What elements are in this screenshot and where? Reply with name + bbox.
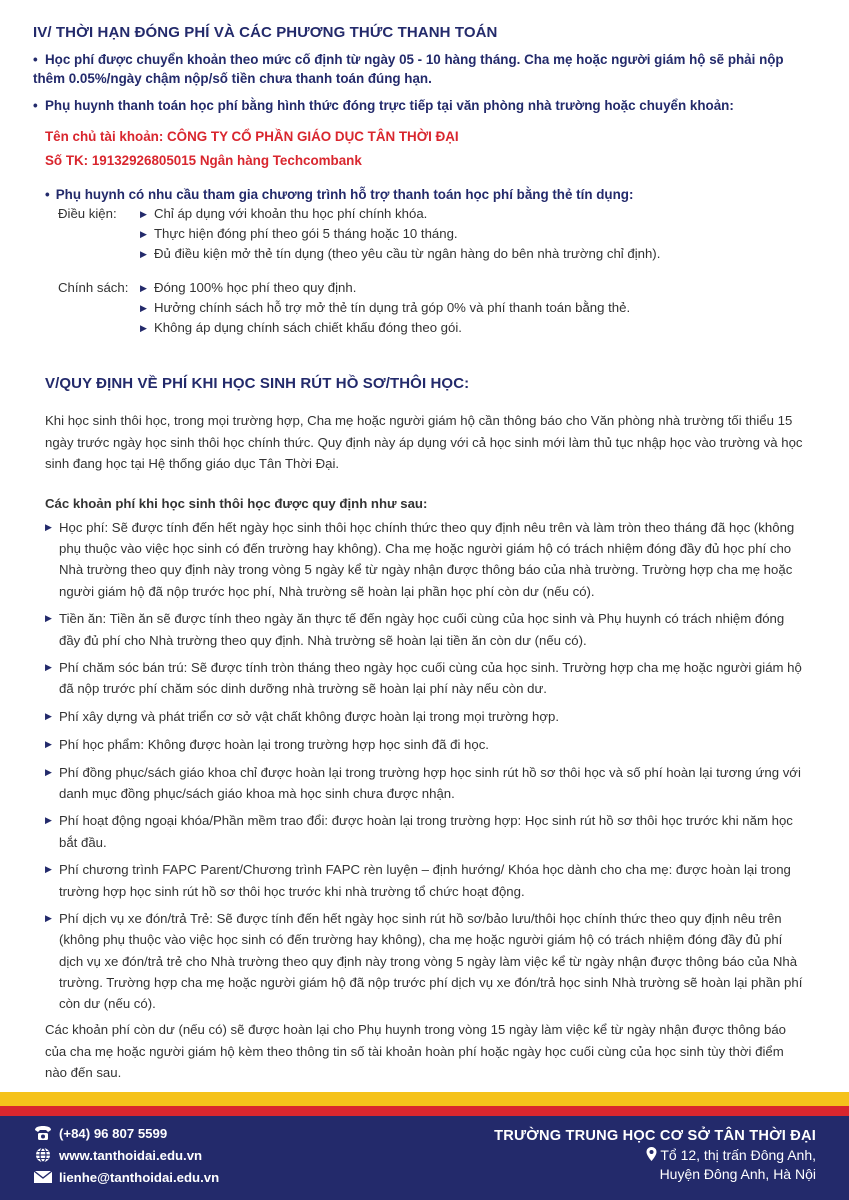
condition-text: Đủ điều kiện mở thẻ tín dụng (theo yêu cầu từ ngân hàng do bên nhà trường chỉ định). [154, 246, 661, 261]
email-text: lienhe@tanthoidai.edu.vn [59, 1169, 220, 1185]
fee-text: Phí xây dựng và phát triển cơ sở vật chất không được hoàn lại trong mọi trường hợp. [59, 709, 560, 725]
fee-item [45, 762, 805, 804]
fee-item [45, 859, 805, 901]
fee-item [45, 657, 805, 699]
bullet-text: Học phí được chuyển khoản theo mức cố định từ ngày 05 - 10 hàng tháng. Cha mẹ hoặc người giám hộ sẽ phải nộp thêm 0.05%/ngày chậm nộp/số tiền chưa thanh toán đúng hạn. [33, 52, 784, 86]
arrow-bullet-icon: ▶ [140, 303, 147, 313]
withdrawal-intro: Khi học sinh thôi học, trong mọi trường hợp, Cha mẹ hoặc người giám hộ cần thông báo cho Văn phòng nhà trường tối thiểu 15 ngày trước ngày học sinh thôi học chính thức. Quy định này áp dụng với cả học sinh mới làm thủ tục nhập học vào trường và học sinh đang học tại Hệ thống giáo dục Tân Thời Đại. [45, 413, 803, 471]
arrow-bullet-icon: ▶ [45, 864, 52, 875]
policy-item [140, 278, 630, 298]
arrow-bullet-icon: ▶ [45, 522, 52, 532]
fee-text: Tiền ăn: Tiền ăn sẽ được tính theo ngày ăn thực tế đến ngày học cuối cùng của học sinh và Phụ huynh có trách nhiệm đóng đầy đủ phí cho Nhà trường theo quy định. Nhà trường sẽ hoàn lại tiền ăn còn dư (nếu có). [59, 611, 785, 648]
bullet-dot: • [33, 52, 38, 67]
fee-item [45, 706, 805, 727]
fees-list [45, 517, 805, 1021]
arrow-bullet-icon: ▶ [45, 662, 52, 673]
bullet-payment-methods [33, 96, 813, 115]
account-name: Tên chủ tài khoản: CÔNG TY CỔ PHẦN GIÁO DỤC TÂN THỜI ĐẠI [45, 129, 459, 144]
fee-text: Phí dịch vụ xe đón/trả Trẻ: Sẽ được tính đến hết ngày học sinh rút hồ sơ/bảo lưu/thôi học chính thức theo quy định nêu trên (không phụ thuộc vào việc học sinh có đến trường hay không), cha mẹ hoặc người giám hộ có trách nhiệm đóng đầy đủ phí dịch vụ xe đón/trả trẻ cho Nhà trường theo quy định này trong vòng 5 ngày làm việc kể từ ngày nhận được thông báo của Nhà trường. Trường hợp cha mẹ hoặc người giám hộ đã nộp trước phí dịch vụ xe đón/trả học sinh Nhà trường sẽ hoàn lại phần phí còn dư (nếu có). [59, 911, 803, 1012]
arrow-bullet-icon: ▶ [140, 209, 147, 219]
credit-card-program-title [45, 187, 633, 202]
fee-item [45, 908, 805, 1014]
fee-text: Phí học phẩm: Không được hoàn lại trong trường hợp học sinh đã đi học. [59, 736, 489, 752]
address-line-1-text: Tổ 12, thị trấn Đông Anh, [660, 1147, 816, 1163]
arrow-bullet-icon: ▶ [45, 766, 52, 777]
arrow-bullet-icon: ▶ [45, 913, 52, 924]
policy-text: Không áp dụng chính sách chiết khấu đóng theo gói. [154, 320, 462, 335]
school-info [494, 1128, 816, 1184]
conditions-label: Điều kiện: [58, 206, 117, 221]
condition-text: Chỉ áp dụng với khoản thu học phí chính khóa. [154, 206, 428, 221]
phone-icon [33, 1125, 53, 1141]
footer [0, 1116, 849, 1200]
arrow-bullet-icon: ▶ [45, 815, 52, 826]
arrow-bullet-icon: ▶ [45, 738, 52, 749]
globe-icon [33, 1147, 53, 1163]
account-number: Số TK: 19132926805015 Ngân hàng Techcombank [45, 153, 362, 168]
fee-text: Phí hoạt động ngoại khóa/Phần mềm trao đổi: được hoàn lại trong trường hợp: Học sinh rút hồ sơ thôi học trước khi năm học bắt đầu. [59, 813, 793, 850]
condition-item [140, 204, 660, 224]
fee-item [45, 810, 805, 852]
bullet-payment-deadline [33, 50, 813, 88]
fees-heading: Các khoản phí khi học sinh thôi học được quy định như sau: [45, 496, 428, 511]
footer-email[interactable] [33, 1169, 219, 1185]
phone-text: (+84) 96 807 5599 [59, 1125, 168, 1141]
arrow-bullet-icon: ▶ [45, 613, 52, 624]
school-address-line-2: Huyện Đông Anh, Hà Nội [659, 1166, 816, 1182]
fee-text: Học phí: Sẽ được tính đến hết ngày học sinh thôi học chính thức theo quy định nêu trên và làm tròn theo tháng đã học (không phụ thuộc vào việc học sinh có đến trường hay không). Cha mẹ hoặc người giám hộ có trách nhiệm đóng đầy đủ học phí cho Nhà trường theo quy định này trong vòng 5 ngày kể từ ngày nhận được thông báo của nhà trường. Trường hợp cha mẹ hoặc người giám hộ đã nộp trước học phí, Nhà trường sẽ hoàn lại phần học phí còn dư (nếu có). [59, 520, 795, 599]
section-5-title: V/QUY ĐỊNH VỀ PHÍ KHI HỌC SINH RÚT HỒ SƠ/THÔI HỌC: [45, 375, 470, 392]
fee-text: Phí chương trình FAPC Parent/Chương trình FAPC rèn luyện – định hướng/ Khóa học dành cho cha mẹ: được hoàn lại trong trường hợp học sinh rút hồ sơ thôi học trước khi nhà trường tổ chức hoạt động. [59, 862, 791, 899]
bullet-text: Phụ huynh thanh toán học phí bằng hình thức đóng trực tiếp tại văn phòng nhà trường hoặc chuyển khoản: [45, 98, 734, 113]
refund-closing-note: Các khoản phí còn dư (nếu có) sẽ được hoàn lại cho Phụ huynh trong vòng 15 ngày làm việc kể từ ngày nhận được thông báo của cha mẹ hoặc người giám hộ kèm theo thông tin số tài khoản hoàn phí hoặc ngày học cuối cùng của học sinh tùy thời điểm nào đến sau. [45, 1022, 787, 1080]
arrow-bullet-icon: ▶ [140, 323, 147, 333]
fee-text: Phí đồng phục/sách giáo khoa chỉ được hoàn lại trong trường hợp học sinh rút hồ sơ thôi học và số phí hoàn lại tương ứng với danh mục đồng phục/sách giáo khoa mà học sinh chưa được nhận. [59, 764, 801, 801]
location-pin-icon [646, 1147, 657, 1161]
website-text: www.tanthoidai.edu.vn [59, 1147, 203, 1163]
policy-item [140, 298, 630, 318]
section-4-title: IV/ THỜI HẠN ĐÓNG PHÍ VÀ CÁC PHƯƠNG THỨC THANH TOÁN [33, 24, 498, 41]
footer-stripe-red [0, 1106, 849, 1116]
condition-item [140, 244, 660, 264]
arrow-bullet-icon: ▶ [45, 711, 52, 722]
arrow-bullet-icon: ▶ [140, 249, 147, 259]
school-name: TRƯỜNG TRUNG HỌC CƠ SỞ TÂN THỜI ĐẠI [494, 1128, 816, 1144]
policy-item [140, 318, 630, 338]
fee-text: Phí chăm sóc bán trú: Sẽ được tính tròn tháng theo ngày học cuối cùng của học sinh. Trường hợp cha mẹ hoặc người giám hộ đã nộp trước phí chăm sóc dinh dưỡng nhà trường sẽ hoàn lại phí này nếu còn dư. [59, 660, 802, 697]
conditions-list [140, 204, 660, 264]
footer-website[interactable] [33, 1147, 202, 1163]
policy-label: Chính sách: [58, 280, 129, 295]
footer-phone[interactable] [33, 1125, 167, 1141]
bullet-dot: • [33, 98, 38, 113]
policy-text: Hưởng chính sách hỗ trợ mở thẻ tín dụng trả góp 0% và phí thanh toán bằng thẻ. [154, 300, 631, 315]
fee-item [45, 608, 805, 650]
footer-stripe-yellow [0, 1092, 849, 1106]
fee-item [45, 517, 805, 602]
mail-icon [33, 1169, 53, 1185]
bullet-dot: • [45, 187, 50, 202]
arrow-bullet-icon: ▶ [140, 229, 147, 239]
fee-item [45, 734, 805, 755]
credit-card-title-text: Phụ huynh có nhu cầu tham gia chương trình hỗ trợ thanh toán học phí bằng thẻ tín dụng: [55, 187, 634, 202]
arrow-bullet-icon: ▶ [140, 283, 147, 293]
policy-list [140, 278, 630, 338]
school-address-line-1 [494, 1146, 816, 1165]
policy-text: Đóng 100% học phí theo quy định. [154, 280, 357, 295]
condition-item [140, 224, 660, 244]
condition-text: Thực hiện đóng phí theo gói 5 tháng hoặc 10 tháng. [154, 226, 458, 241]
